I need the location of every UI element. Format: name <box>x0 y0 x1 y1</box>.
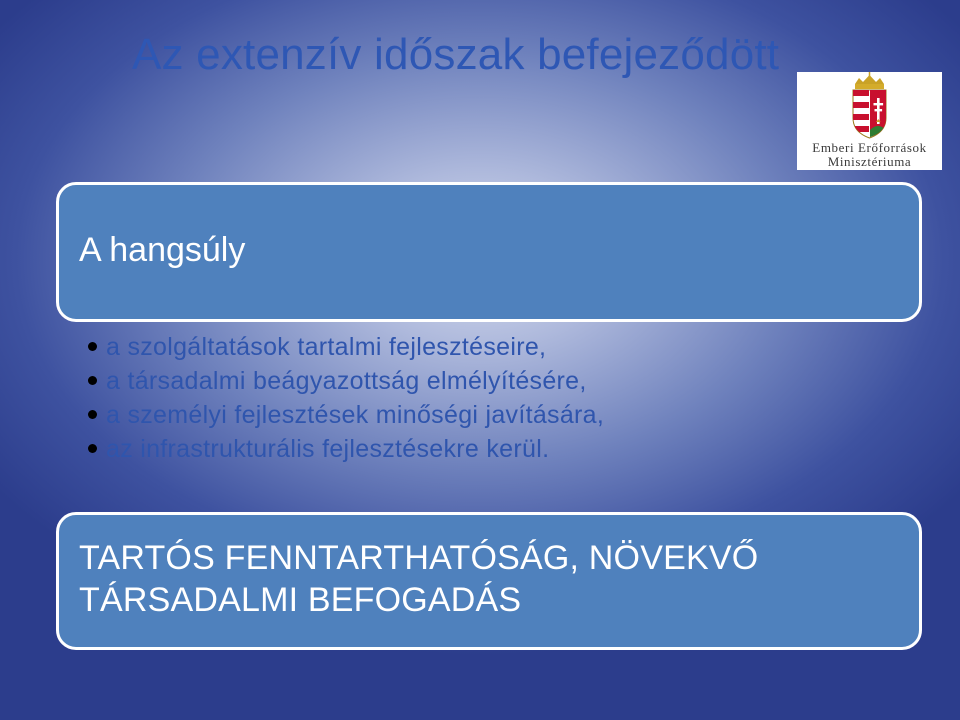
logo-text-line1: Emberi Erőforrások <box>812 140 927 155</box>
conclusion-text: TARTÓS FENNTARTHATÓSÁG, NÖVEKVŐ TÁRSADALMI BEFOGADÁS <box>79 539 759 619</box>
logo-text-line2: Minisztériuma <box>827 154 912 169</box>
slide-title: Az extenzív időszak befejeződött <box>132 30 780 79</box>
list-item <box>88 398 604 432</box>
ministry-logo <box>797 72 942 170</box>
list-item <box>88 364 604 398</box>
bullet-dot-icon <box>88 410 97 419</box>
bullet-dot-icon <box>88 342 97 351</box>
bullet-text: a személyi fejlesztések minőségi javítására, <box>106 401 605 429</box>
bullet-list <box>88 330 604 466</box>
bullet-dot-icon <box>88 444 97 453</box>
bullet-text: az infrastrukturális fejlesztésekre kerül. <box>106 435 550 463</box>
bullet-dot-icon <box>88 376 97 385</box>
bullet-text: a szolgáltatások tartalmi fejlesztéseire, <box>106 333 547 361</box>
list-item <box>88 432 604 466</box>
emphasis-box <box>56 182 922 322</box>
conclusion-box <box>56 512 922 650</box>
emphasis-heading: A hangsúly <box>79 231 246 269</box>
list-item <box>88 330 604 364</box>
bullet-text: a társadalmi beágyazottság elmélyítésére, <box>106 367 587 395</box>
